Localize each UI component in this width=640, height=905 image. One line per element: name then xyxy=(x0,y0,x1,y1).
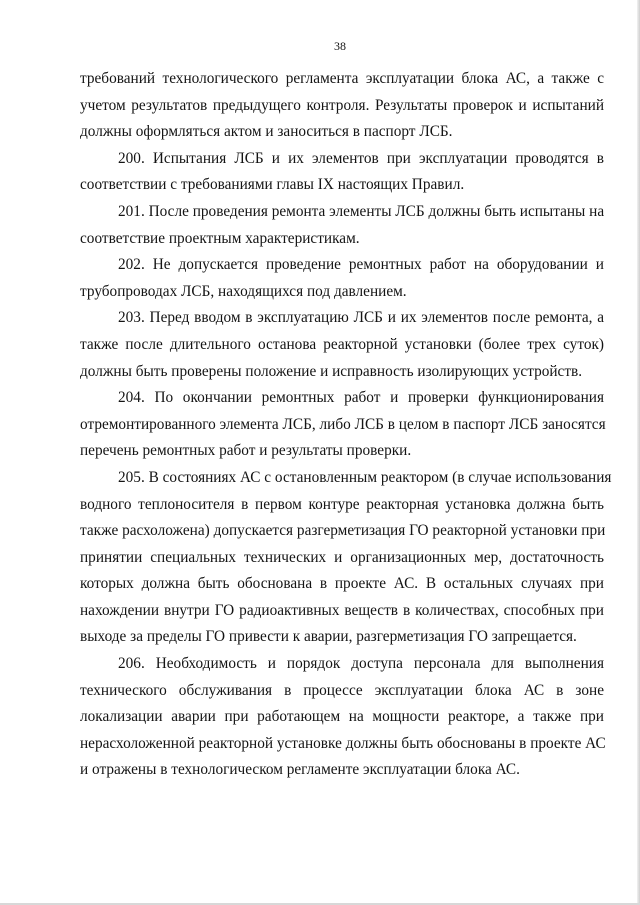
text-line: 205. В состояниях АС с остановленным реактором (в случае использования xyxy=(118,468,612,486)
text-line: 200. Испытания ЛСБ и их элементов при эксплуатации проводятся в xyxy=(118,149,604,167)
document-body xyxy=(80,66,612,784)
paragraph xyxy=(80,465,612,651)
text-line: выходе за пределы ГО привести к аварии, разгерметизация ГО запрещается. xyxy=(80,628,577,646)
text-line: отремонтированного элемента ЛСБ, либо ЛСБ в целом в паспорт ЛСБ заносятся xyxy=(80,415,606,433)
text-line: и отражены в технологическом регламенте эксплуатации блока АС. xyxy=(80,761,520,779)
text-line: трубопроводах ЛСБ, находящихся под давлением. xyxy=(80,282,407,300)
text-line: 202. Не допускается проведение ремонтных работ на оборудовании и xyxy=(118,256,604,274)
paragraph xyxy=(80,66,604,146)
text-line: принятии специальных технических и организационных мер, достаточность xyxy=(80,548,604,566)
text-line: нерасхоложенной реакторной установке должны быть обоснованы в проекте АС xyxy=(80,734,606,752)
text-line: должны оформляться актом и заноситься в паспорт ЛСБ. xyxy=(80,123,453,141)
text-line: водного теплоносителя в первом контуре реакторная установка должна быть xyxy=(80,495,604,513)
text-line: 206. Необходимость и порядок доступа персонала для выполнения xyxy=(118,655,604,673)
paragraph xyxy=(80,252,604,305)
text-line: также после длительного останова реакторной установки (более трех суток) xyxy=(80,335,604,353)
paragraph xyxy=(80,199,604,252)
paragraph xyxy=(80,146,604,199)
page-number: 38 xyxy=(334,39,346,53)
text-line: 201. После проведения ремонта элементы ЛСБ должны быть испытаны на xyxy=(118,202,605,220)
text-line: требований технологического регламента эксплуатации блока АС, а также с xyxy=(80,70,604,87)
text-line: также расхоложена) допускается разгерметизация ГО реакторной установки при xyxy=(80,522,606,540)
text-line: локализации аварии при работающем на мощности реакторе, а также при xyxy=(80,708,604,726)
paragraph xyxy=(80,385,604,465)
text-line: соответствии с требованиями главы IX настоящих Правил. xyxy=(80,176,465,194)
text-line: технического обслуживания в процессе эксплуатации блока АС в зоне xyxy=(80,681,604,699)
text-line: учетом результатов предыдущего контроля. Результаты проверок и испытаний xyxy=(80,96,604,114)
text-line: нахождении внутри ГО радиоактивных веществ в количествах, способных при xyxy=(80,601,604,619)
paragraph xyxy=(80,651,604,784)
text-line: 204. По окончании ремонтных работ и проверки функционирования xyxy=(118,389,604,407)
text-line: соответствие проектным характеристикам. xyxy=(80,229,360,247)
text-line: должны быть проверены положение и исправность изолирующих устройств. xyxy=(80,362,583,380)
text-line: которых должна быть обоснована в проекте АС. В остальных случаях при xyxy=(80,575,604,593)
text-line: 203. Перед вводом в эксплуатацию ЛСБ и их элементов после ремонта, а xyxy=(118,309,604,327)
text-line: перечень ремонтных работ и результаты проверки. xyxy=(80,442,412,460)
paragraph xyxy=(80,305,604,385)
